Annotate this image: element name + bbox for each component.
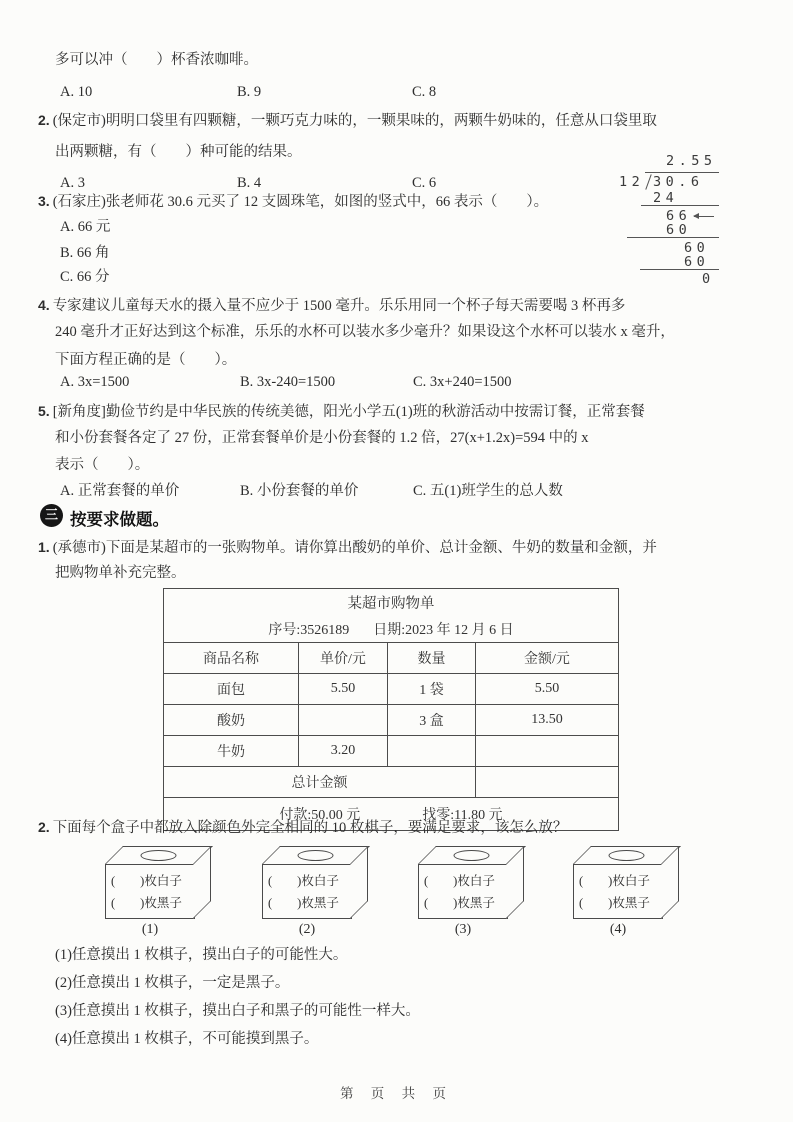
- box-hole-icon: [608, 850, 644, 861]
- q1-option-c: C. 8: [412, 84, 437, 100]
- division-rule-3: [640, 269, 719, 270]
- box-1-label: (1): [141, 922, 159, 937]
- division-dividend: 30.6: [653, 174, 704, 190]
- p2q2-sub-4: (4)任意摸出 1 枚棋子，不可能摸到黑子。: [55, 1031, 319, 1047]
- q2-option-b: B. 4: [237, 175, 262, 191]
- black-pieces-blank: ( )枚黑子: [579, 896, 650, 910]
- p2q2-sub-2: (2)任意摸出 1 枚棋子，一定是黑子。: [55, 975, 290, 991]
- division-work-60b: 60: [684, 240, 710, 256]
- receipt-meta-row: [164, 616, 619, 643]
- q5-text-1: [新角度]勤俭节约是中华民族的传统美德，阳光小学五(1)班的秋游活动中按需订餐，正常套餐: [52, 404, 645, 420]
- division-work-24: 24: [653, 190, 679, 206]
- division-divisor: 12: [619, 174, 645, 190]
- q2-option-a: A. 3: [60, 175, 85, 191]
- receipt-header-name: 商品名称: [164, 643, 299, 674]
- division-rule-1: [641, 205, 719, 206]
- q5-line-3: 表示（ ）。: [55, 457, 150, 473]
- division-work-60c: 60: [684, 254, 710, 270]
- box-3-text: [424, 870, 495, 914]
- p2q1-number: 1.: [38, 539, 50, 555]
- division-vinculum: [645, 172, 719, 173]
- box-hole-icon: [140, 850, 176, 861]
- q4-option-c: C. 3x+240=1500: [413, 374, 512, 390]
- white-pieces-blank: ( )枚白子: [111, 874, 182, 888]
- item-qty: 3 盒: [388, 705, 476, 736]
- receipt-serial: 序号:3526189: [268, 622, 350, 638]
- q1-option-a: A. 10: [60, 84, 93, 100]
- receipt-total-row: [164, 767, 619, 798]
- q4-options-row: [0, 374, 793, 394]
- division-bracket: [645, 174, 651, 189]
- q1-option-b: B. 9: [237, 84, 262, 100]
- p2q2-number: 2.: [38, 819, 50, 835]
- item-name: 面包: [164, 674, 299, 705]
- division-quotient: 2.55: [666, 153, 717, 169]
- q4-number: 4.: [38, 297, 50, 313]
- item-amount-blank: [476, 736, 619, 767]
- box-1-text: [111, 870, 182, 914]
- receipt-date: 日期:2023 年 12 月 6 日: [373, 622, 514, 638]
- item-name: 牛奶: [164, 736, 299, 767]
- box-2-label: (2): [298, 922, 316, 937]
- q2-text-1: (保定市)明明口袋里有四颗糖，一颗巧克力味的，一颗果味的，两颗牛奶味的，任意从口袋里取: [52, 113, 657, 129]
- q1-continuation-line: 多可以冲（ ）杯香浓咖啡。: [55, 52, 258, 68]
- page-footer: 第 页 共 页: [339, 1086, 454, 1101]
- q5-line-2: 和小份套餐各定了 27 份，正常套餐单价是小份套餐的 1.2 倍，27(x+1.2x)=594 中的 x: [55, 430, 589, 446]
- p2q2-sub-1: (1)任意摸出 1 枚棋子，摸出白子的可能性大。: [55, 947, 348, 963]
- division-work-66: 66: [666, 208, 692, 224]
- q2-option-c: C. 6: [412, 175, 437, 191]
- black-pieces-blank: ( )枚黑子: [424, 896, 495, 910]
- item-amount: 13.50: [476, 705, 619, 736]
- box-hole-icon: [453, 850, 489, 861]
- chess-box-1: [105, 864, 195, 919]
- chess-box-2: [262, 864, 352, 919]
- q3-option-a: A. 66 元: [60, 219, 111, 235]
- box-4-text: [579, 870, 650, 914]
- receipt-header-price: 单价/元: [299, 643, 388, 674]
- receipt-table: [163, 588, 619, 831]
- receipt-header-amount: 金额/元: [476, 643, 619, 674]
- receipt-title: 某超市购物单: [164, 589, 619, 616]
- p2q1-text-1: (承德市)下面是某超市的一张购物单。请你算出酸奶的单价、总计金额、牛奶的数量和金额，并: [52, 540, 657, 556]
- white-pieces-blank: ( )枚白子: [268, 874, 339, 888]
- left-arrow-icon: [694, 216, 714, 217]
- q5-options-row: [0, 479, 793, 499]
- q2-line-1: [38, 110, 657, 131]
- table-row: [164, 736, 619, 767]
- table-row: [164, 705, 619, 736]
- receipt-header-row: [164, 643, 619, 674]
- p2q2-line-1: [38, 817, 567, 838]
- q3-option-b: B. 66 角: [60, 245, 110, 261]
- receipt-header-qty: 数量: [388, 643, 476, 674]
- q5-option-a: A. 正常套餐的单价: [60, 483, 180, 499]
- long-division-figure: [612, 148, 793, 288]
- q5-option-b: B. 小份套餐的单价: [240, 483, 359, 499]
- item-price: 5.50: [299, 674, 388, 705]
- p2q2-sub-3: (3)任意摸出 1 枚棋子，摸出白子和黑子的可能性一样大。: [55, 1003, 420, 1019]
- black-pieces-blank: ( )枚黑子: [268, 896, 339, 910]
- total-value-blank: [476, 767, 619, 798]
- q3-line-1: [38, 191, 548, 212]
- item-name: 酸奶: [164, 705, 299, 736]
- q3-text-1: (石家庄)张老师花 30.6 元买了 12 支圆珠笔，如图的竖式中，66 表示（ ）。: [52, 194, 549, 210]
- q5-option-c: C. 五(1)班学生的总人数: [413, 483, 563, 499]
- division-work-60a: 60: [666, 222, 692, 238]
- item-qty-blank: [388, 736, 476, 767]
- change-amount: 找零:11.80 元: [422, 808, 503, 823]
- q3-option-c: C. 66 分: [60, 269, 110, 285]
- chess-box-4: [573, 864, 663, 919]
- item-amount: 5.50: [476, 674, 619, 705]
- q4-line-2: 240 毫升才正好达到这个标准，乐乐的水杯可以装水多少毫升？如果设这个水杯可以装水 x 毫升，: [55, 324, 675, 340]
- payment-amount: 付款:50.00 元: [279, 808, 361, 823]
- q4-text-1: 专家建议儿童每天水的摄入量不应少于 1500 毫升。乐乐用同一个杯子每天需要喝 3 杯再多: [52, 298, 626, 314]
- item-price-blank: [299, 705, 388, 736]
- q5-line-1: [38, 401, 645, 422]
- p2q1-line-1: [38, 537, 657, 558]
- chess-box-3: [418, 864, 508, 919]
- division-rule-2: [627, 237, 719, 238]
- black-pieces-blank: ( )枚黑子: [111, 896, 182, 910]
- section-number-icon: 三: [40, 504, 63, 527]
- box-4-label: (4): [609, 922, 627, 937]
- item-qty: 1 袋: [388, 674, 476, 705]
- table-row: [164, 674, 619, 705]
- box-hole-icon: [297, 850, 333, 861]
- division-remainder: 0: [702, 271, 715, 287]
- q2-number: 2.: [38, 112, 50, 128]
- q3-number: 3.: [38, 193, 50, 209]
- q4-line-1: [38, 295, 625, 316]
- white-pieces-blank: ( )枚白子: [579, 874, 650, 888]
- p2q1-line-2: 把购物单补充完整。: [55, 565, 186, 581]
- box-3-label: (3): [454, 922, 472, 937]
- q1-options-row: [0, 84, 793, 104]
- box-2-text: [268, 870, 339, 914]
- q4-line-3: 下面方程正确的是（ ）。: [55, 352, 237, 368]
- total-label: 总计金额: [164, 767, 476, 798]
- q5-number: 5.: [38, 403, 50, 419]
- q2-line-2: 出两颗糖，有（ ）种可能的结果。: [55, 144, 302, 160]
- section-title: 按要求做题。: [70, 511, 169, 529]
- q4-option-a: A. 3x=1500: [60, 374, 130, 390]
- item-price: 3.20: [299, 736, 388, 767]
- q4-option-b: B. 3x-240=1500: [240, 374, 336, 390]
- p2q2-text-1: 下面每个盒子中都放入除颜色外完全相同的 10 枚棋子，要满足要求，该怎么放？: [52, 820, 568, 836]
- white-pieces-blank: ( )枚白子: [424, 874, 495, 888]
